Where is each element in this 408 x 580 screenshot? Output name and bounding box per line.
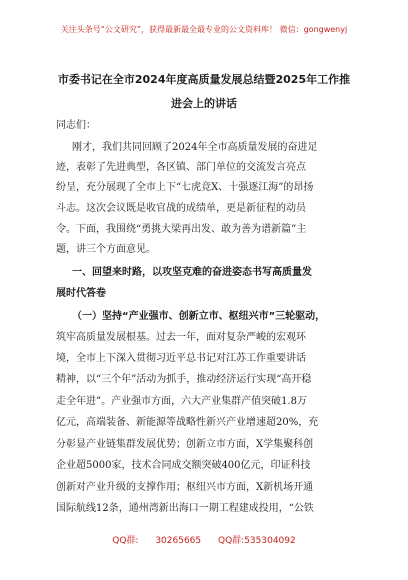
section-heading: 一、回望来时路，以攻坚克难的奋进姿态书写高质量发: [72, 267, 312, 278]
subsection-heading: （一）坚持“产业强市、创新立市、枢纽兴市”三轮驱动，: [72, 311, 326, 322]
section-heading: 展时代答卷: [56, 288, 106, 299]
header-banner: 关注头条号“公文研究”，获得最新最全最专业的公文资料库！ 微信：gongwenyj: [60, 25, 348, 34]
greeting: 同志们：: [56, 120, 96, 131]
footer-qq-groups: QQ群: 30265665 QQ群:535304092: [112, 536, 296, 546]
title-line-1: 市委书记在全市2024年度高质量发展总结暨2025年工作推: [57, 73, 351, 86]
body-line: 令。下面，我围绕“勇挑大梁再出发、敢为善为谱新篇”主: [56, 224, 307, 235]
document-title: [56, 68, 352, 116]
body-line: 题，讲三个方面意见。: [56, 244, 156, 255]
body-line: 境，全市上下深入贯彻习近平总书记对江苏工作重要讲话: [56, 353, 306, 364]
body-line: 纷呈，充分展现了全市上下“七虎竞X、十强逐江海”的昂扬: [56, 182, 314, 193]
title-line-2: 进会上的讲话: [171, 97, 237, 110]
body-line: 迹，表彰了先进典型，各区镇、部门单位的交流发言亮点: [56, 162, 306, 173]
body-line: 创新对产业升级的支撑作用；枢纽兴市方面，X新机场开通: [56, 482, 314, 493]
body-line: 走全年进”。产业强市方面，六大产业集群产值突破1.8万: [56, 396, 308, 407]
body-line: 分彰显产业链集群发展优势；创新立市方面，X学集聚科创: [56, 439, 314, 450]
body-line: 筑牢高质量发展根基。过去一年，面对复杂严峻的宏观环: [56, 332, 306, 343]
body-line: 企业超5000家，技术合同成交额突破400亿元，印证科技: [56, 460, 311, 471]
body-line: 刚才，我们共同回顾了2024年全市高质量发展的奋进足: [72, 142, 318, 153]
body-line: 精神，以“三个年”活动为抓手，推动经济运行实现“高开稳: [56, 374, 312, 385]
body-line: 斗志。这次会议既是收官战的成绩单，更是新征程的动员: [56, 203, 306, 214]
body-line: 亿元，高端装备、新能源等战略性新兴产业增速超20%，充: [56, 417, 319, 428]
body-line: 国际航线12条，通州湾新出海口一期工程建成投用，“公铁: [56, 503, 314, 514]
